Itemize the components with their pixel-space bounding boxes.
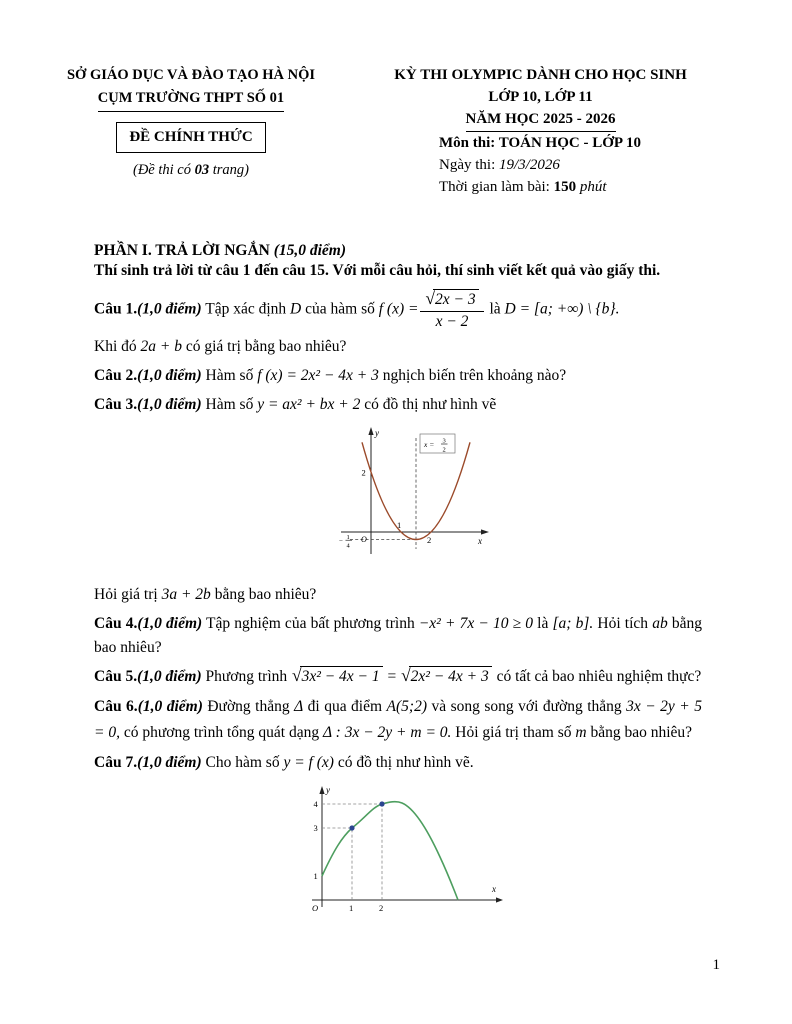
text-run: Khi đó <box>94 338 141 356</box>
official-exam-box: ĐỀ CHÍNH THỨC <box>116 122 265 153</box>
question-1-label: Câu 1. <box>94 300 138 318</box>
y-tick-3: 3 <box>313 823 318 834</box>
duration-label: Thời gian làm bài: <box>439 179 554 195</box>
pages-note-number: 03 <box>194 162 210 178</box>
question-7-points: (1,0 điểm) <box>137 754 202 772</box>
question-5-points: (1,0 điểm) <box>137 668 202 686</box>
official-exam-box-row <box>57 112 325 159</box>
math-expr: 3a + 2b <box>161 586 211 604</box>
math-expr: 3x − 2y + 5 = 0, <box>94 698 702 742</box>
math-expr: ab <box>652 615 668 633</box>
radicand: 3x² − 4x − 1 <box>300 666 383 687</box>
question-1 <box>94 289 702 330</box>
math-expr: y = f (x) <box>283 754 334 772</box>
text-run: có tất cả bao nhiêu nghiệm thực? <box>492 668 702 686</box>
text-run: bằng bao nhiêu? <box>94 615 702 657</box>
school-year: NĂM HỌC 2025 - 2026 <box>466 108 616 132</box>
section-instruction: Thí sinh trả lời từ câu 1 đến câu 15. Với mỗi câu hỏi, thí sinh viết kết quả vào giấy thi. <box>94 262 661 279</box>
date-value: 19/3/2026 <box>499 157 560 173</box>
text-run: và song song với đường thẳng <box>427 698 627 716</box>
x-axis-arrow-icon <box>496 898 503 903</box>
question-2-points: (1,0 điểm) <box>137 367 202 385</box>
question-7 <box>94 751 702 775</box>
radical <box>292 666 383 687</box>
x-axis-label: x <box>478 536 482 547</box>
text-run: Hỏi tích <box>593 615 653 633</box>
text-run: Tập xác định <box>201 300 291 318</box>
exam-title-line2: LỚP 10, LỚP 11 <box>488 89 593 105</box>
math-expr: m <box>575 724 587 742</box>
math-expr: [a; b]. <box>552 615 594 633</box>
header-left <box>57 64 325 198</box>
text-run: là <box>485 300 505 318</box>
school-cluster-text: CỤM TRƯỜNG THPT SỐ 01 <box>98 87 284 112</box>
page-number: 1 <box>712 957 720 973</box>
radical-icon: √ <box>292 666 302 686</box>
point-1-3 <box>349 826 354 831</box>
question-4-points: (1,0 điểm) <box>137 615 203 633</box>
text-run: bằng bao nhiêu? <box>210 586 317 604</box>
y-axis-arrow-icon <box>319 786 324 794</box>
text-run: có đồ thị như hình vẽ <box>360 396 497 414</box>
pages-note-pre: (Đề thi có <box>133 162 195 178</box>
subject-value: TOÁN HỌC - LỚP 10 <box>498 135 641 151</box>
section-title <box>94 242 702 260</box>
text-run: bằng bao nhiêu? <box>586 724 693 742</box>
equals-sign: = <box>383 668 401 686</box>
question-6-points: (1,0 điểm) <box>137 698 203 716</box>
date-label: Ngày thi: <box>439 157 499 173</box>
question-2-label: Câu 2. <box>94 367 138 385</box>
text-run: Đường thẳng <box>202 698 295 716</box>
axis-of-symmetry-denominator: 2 <box>442 446 446 454</box>
header <box>0 0 792 198</box>
text-run: Hàm số <box>201 367 258 385</box>
question-6-label: Câu 6. <box>94 698 138 716</box>
x-tick-1: 1 <box>397 520 402 531</box>
text-run: là <box>533 615 553 633</box>
y-tick-4: 4 <box>313 799 318 810</box>
question-5-label: Câu 5. <box>94 668 138 686</box>
axis-of-symmetry-x-equals: x = <box>424 440 435 450</box>
question-5 <box>94 665 702 689</box>
y-axis-label: y <box>375 428 379 439</box>
y-intercept-label: 2 <box>361 467 366 478</box>
question-4 <box>94 612 702 660</box>
subject-label: Môn thi: <box>439 135 499 151</box>
radical <box>401 666 492 687</box>
duration-line <box>439 176 706 198</box>
fraction-numerator <box>420 289 483 312</box>
fraction-denominator: x − 2 <box>435 312 469 330</box>
text-run: Phương trình <box>201 668 292 686</box>
text-run: của hàm số <box>301 300 379 318</box>
origin-label: O <box>361 535 367 545</box>
question-3 <box>94 393 702 417</box>
math-expr: D = [a; +∞) \ {b}. <box>504 300 620 318</box>
y-axis-arrow-icon <box>368 427 373 435</box>
math-expr: f (x) = <box>378 300 419 318</box>
text-run: Hỏi giá trị <box>94 586 162 604</box>
math-expr: 2a + b <box>140 338 182 356</box>
text-run: Hỏi giá trị tham số <box>451 724 576 742</box>
radical-icon: √ <box>401 666 411 686</box>
y-tick-1: 1 <box>313 871 318 882</box>
department-name: SỞ GIÁO DỤC VÀ ĐÀO TẠO HÀ NỘI <box>66 67 315 83</box>
question-2 <box>94 364 702 388</box>
min-value-minus: − <box>339 537 343 546</box>
exam-title-line1: KỲ THI OLYMPIC DÀNH CHO HỌC SINH <box>394 67 687 83</box>
fraction <box>420 289 483 330</box>
header-right <box>325 64 706 198</box>
radical <box>425 289 478 310</box>
min-value-numerator: 1 <box>346 534 350 542</box>
pages-note-post: trang) <box>209 162 249 178</box>
question-3-followup <box>94 583 702 607</box>
text-run: có đồ thị như hình vẽ. <box>333 754 474 772</box>
math-expr: −x² + 7x − 10 ≥ 0 <box>418 615 534 633</box>
x-axis-arrow-icon <box>481 530 489 535</box>
origin-label: O <box>312 903 319 914</box>
question-3-points: (1,0 điểm) <box>137 396 202 414</box>
math-expr: Δ <box>294 698 304 716</box>
date-line <box>439 154 706 176</box>
text-run: Hàm số <box>201 396 258 414</box>
function-curve <box>322 802 458 900</box>
axis-of-symmetry-numerator: 3 <box>442 437 446 445</box>
question-7-label: Câu 7. <box>94 754 138 772</box>
text-run: nghịch biến trên khoảng nào? <box>378 367 567 385</box>
y-axis-label: y <box>326 785 330 796</box>
point-2-4 <box>379 802 384 807</box>
section-title-points: (15,0 điểm) <box>273 242 347 259</box>
exam-body <box>0 198 792 925</box>
x-tick-1: 1 <box>349 903 354 914</box>
min-value-denominator: 4 <box>346 542 350 550</box>
function-graph <box>292 780 517 920</box>
function-graph-figure <box>292 780 702 925</box>
duration-unit: phút <box>576 179 607 195</box>
school-year-line <box>375 108 706 132</box>
text-run: Tập nghiệm của bất phương trình <box>202 615 419 633</box>
math-expr: A(5;2) <box>386 698 427 716</box>
question-1-line2 <box>94 335 702 359</box>
math-expr: f (x) = 2x² − 4x + 3 <box>257 367 379 385</box>
x-tick-2: 2 <box>427 535 432 546</box>
x-axis-label: x <box>492 884 496 895</box>
text-run: Cho hàm số <box>201 754 284 772</box>
text-run: có giá trị bằng bao nhiêu? <box>181 338 347 356</box>
duration-value: 150 <box>553 179 577 195</box>
question-4-label: Câu 4. <box>94 615 138 633</box>
question-1-points: (1,0 điểm) <box>137 300 202 318</box>
text-run: đi qua điểm <box>303 698 387 716</box>
radicand: 2x² − 4x + 3 <box>409 666 492 687</box>
radicand: 2x − 3 <box>433 289 479 310</box>
quadratic-graph-figure <box>316 422 702 577</box>
school-cluster <box>57 87 325 112</box>
question-6 <box>94 694 702 746</box>
subject-line <box>439 132 706 154</box>
pages-note <box>57 159 325 182</box>
question-3-label: Câu 3. <box>94 396 138 414</box>
x-tick-2: 2 <box>379 903 384 914</box>
section-title-text: PHẦN I. TRẢ LỜI NGẮN <box>94 242 274 259</box>
radical-icon: √ <box>425 289 435 308</box>
quadratic-graph <box>316 422 506 572</box>
math-expr: D <box>290 300 302 318</box>
text-run: có phương trình tổng quát dạng <box>119 724 323 742</box>
math-expr: Δ : 3x − 2y + m = 0. <box>322 724 452 742</box>
math-expr: y = ax² + bx + 2 <box>257 396 361 414</box>
